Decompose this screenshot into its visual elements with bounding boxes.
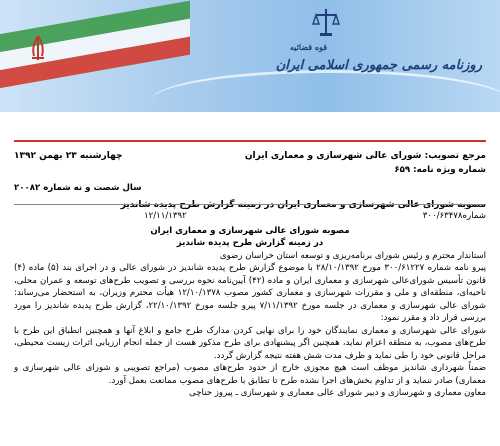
letter-heading-1: مصوبه شورای عالی شهرسازی و معماری ایران — [150, 225, 350, 236]
letter-addressee: استاندار محترم و رئیس شورای برنامه‌ریزی و توسعه استان خراسان رضوی — [219, 250, 486, 261]
iran-flag-emblem-icon — [26, 34, 50, 64]
letter-signature: معاون معماری و شهرسازی و دبیر شورای عالی معماری و شهرسازی ـ پیروز حناچی — [189, 388, 486, 398]
approval-authority: مرجع تصویب: شورای عالی شهرسازی و معماری ایران — [244, 151, 486, 161]
meta-row-1 — [14, 150, 486, 163]
letter-paragraph-2: شورای عالی شهرسازی و معماری نمایندگان خود را برای نهایی کردن مدارک طرح جامع و ابلاغ آنها و همچنین انطباق این طرح با طرح‌های مصوب، به منطقه اعزام نماید، همچنین اگر پیشنهادی برای طرح مذکور هست از جمله انجام ارزیابی اثرات زیست محیطی، مراحل قانونی خود را طی نماید و ظرف مدت شش هفته نتیجه گزارش گردد. — [14, 325, 486, 361]
letter-date: ۱۲/۱۱/۱۳۹۲ — [144, 211, 187, 221]
judiciary-scales-icon — [312, 6, 340, 38]
header-top-rule — [14, 140, 486, 142]
document-header — [14, 150, 486, 211]
letter-heading-2: در زمینه گزارش طرح پدیده شاندیز — [176, 238, 324, 248]
letter-paragraph-1: پیرو نامه شماره ۳۰۰/۶۱۲۲۷ مورخ ۲۸/۱۰/۱۳۹۲ با موضوع گزارش طرح پدیده شاندیز در شورای عالی و در اجرای بند (۵) ماده (۴) قانون تأسیس شورای‌عالی شهرسازی و معماری ایران و ماده (۴۲) آیین‌نامه نحوه بررسی و تصویب طرح‌های توسعه و عمران محلی، ناحیه‌ای، منطقه‌ای و ملی و مقررات شهرسازی و معماری کشور مصوب ۱۲/۱۰/۱۳۷۸ هیأت محترم وزیران، به استحضار می‌رساند: شورای عالی شهرسازی و معماری در جلسه مورخ ۷/۱۱/۱۳۹۲ پیرو جلسه مورخ ۲۲/۱۰/۱۳۹۲، گزارش طرح پدیده شاندیز را مورد بررسی قرار داد و مقرر نمود: — [14, 263, 486, 323]
gazette-banner — [0, 0, 500, 112]
letter-paragraph-3: ضمناً شهرداری شاندیز موظف است هیچ مجوزی خارج از حدود طرح‌های مصوب (مراجع تصویبی و شورای عالی شهرسازی و معماری) صادر ننماید و از تداوم بخش‌های اجرا نشده طرح تا تطابق با طرح‌های مصوب ممانعت بعمل آورد. — [14, 363, 486, 386]
publish-date: چهارشنبه ۲۳ بهمن ۱۳۹۲ — [14, 151, 123, 161]
special-issue-number: شماره ویژه نامه: ۶۵۹ — [394, 164, 486, 175]
banner-swoosh — [150, 70, 500, 112]
letter-number: شماره۳۰۰/۶۳۴۷۸ — [422, 211, 486, 221]
gazette-title: روزنامه رسمی جمهوری اسلامی ایران — [275, 58, 482, 73]
letter-body — [14, 210, 486, 400]
header-bottom-rule — [14, 204, 486, 205]
year-and-number: سال شصت و نه شماره ۲۰۰۸۲ — [14, 183, 142, 193]
publisher-label: قوه قضائیه — [290, 42, 328, 52]
letter-meta — [14, 210, 486, 223]
